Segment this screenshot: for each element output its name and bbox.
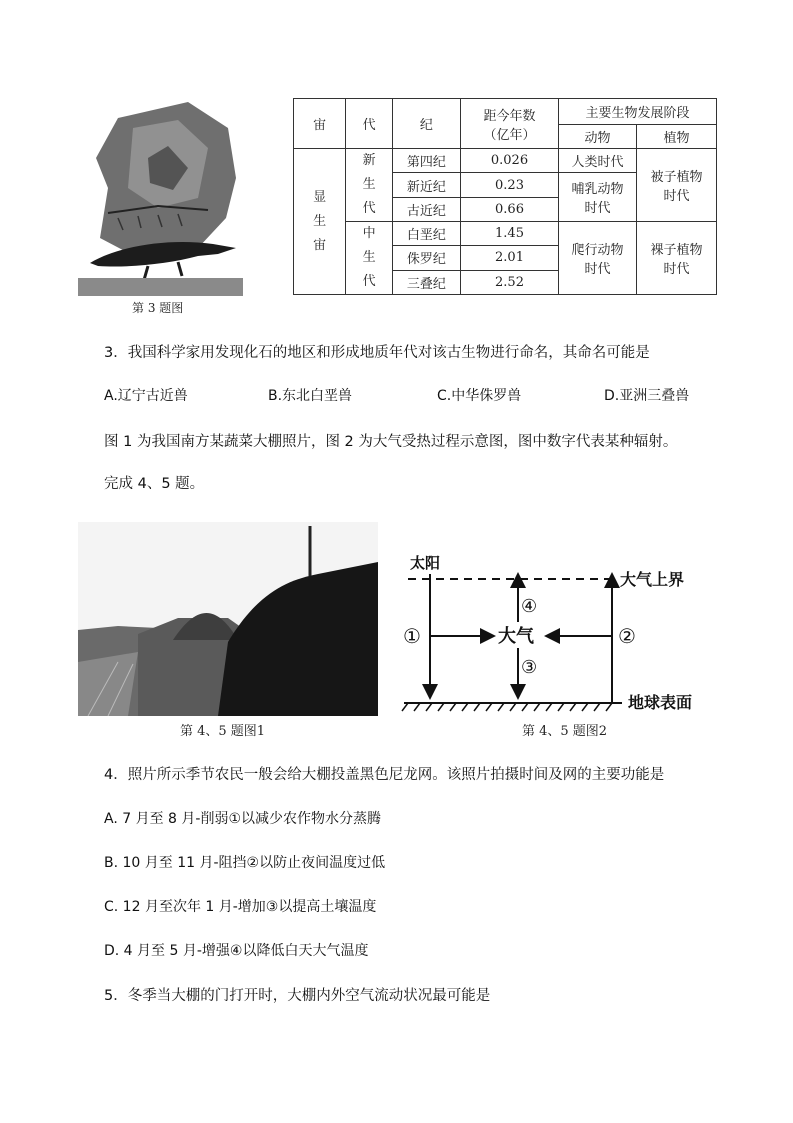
ground-label: 地球表面: [628, 693, 693, 712]
period-cell: 古近纪: [392, 198, 460, 222]
sun-label: 太阳: [410, 554, 441, 572]
fig3-caption: 第 3 题图: [132, 301, 184, 315]
q3-option-b[interactable]: B.东北白垩兽: [268, 388, 353, 404]
plant-stage-line: 时代: [663, 262, 690, 277]
fig1-caption: 第 4、5 题图1: [180, 724, 266, 739]
q4-option-a[interactable]: A. 7 月至 8 月-削弱①以减少农作物水分蒸腾: [104, 811, 381, 827]
era-cenozoic: [346, 149, 392, 222]
q4-option-d[interactable]: D. 4 月至 5 月-增强④以降低白天大气温度: [104, 943, 369, 959]
intro-line-1: 图 1 为我国南方某蔬菜大棚照片，图 2 为大气受热过程示意图，图中数字代表某种辐射。: [104, 434, 678, 450]
animal-stage-reptile: [559, 222, 637, 295]
atmosphere-top-label: 大气上界: [620, 570, 685, 589]
plant-stage-line: 裸子植物: [650, 243, 703, 258]
animal-stage-line: 时代: [584, 201, 611, 216]
header-era: 代: [346, 99, 392, 149]
plant-stage-gymnosperm: [636, 222, 716, 295]
period-cell: 新近纪: [392, 173, 460, 198]
years-cell: 0.026: [460, 149, 558, 173]
geologic-time-table: [293, 98, 717, 295]
header-eon: 宙: [294, 99, 346, 149]
q4-option-c[interactable]: C. 12 月至次年 1 月-增加③以提高土壤温度: [104, 899, 377, 915]
radiation-4-label: ④: [521, 596, 538, 617]
period-cell: 侏罗纪: [392, 246, 460, 270]
q5-stem: 5．冬季当大棚的门打开时，大棚内外空气流动状况最可能是: [104, 988, 491, 1004]
header-period: 纪: [392, 99, 460, 149]
radiation-1-label: ①: [403, 624, 421, 648]
fig2-caption: 第 4、5 题图2: [522, 724, 608, 739]
era-mesozoic: [346, 222, 392, 295]
years-cell: 2.52: [460, 270, 558, 294]
q4-stem: 4．照片所示季节农民一般会给大棚投盖黑色尼龙网。该照片拍摄时间及网的主要功能是: [104, 767, 665, 783]
plant-stage-line: 时代: [663, 189, 690, 204]
radiation-3-label: ③: [521, 657, 538, 678]
header-years: [460, 99, 558, 149]
header-animal: 动物: [559, 125, 637, 149]
years-cell: 0.66: [460, 198, 558, 222]
header-years-line1: 距今年数: [483, 108, 536, 124]
era-char: 生: [362, 250, 376, 265]
radiation-2-label: ②: [618, 624, 636, 648]
atmosphere-label: 大气: [498, 626, 534, 647]
atmospheric-heating-diagram: [398, 548, 730, 718]
years-cell: 2.01: [460, 246, 558, 270]
animal-stage-line: 时代: [584, 262, 611, 277]
era-char: 生: [362, 177, 376, 192]
period-cell: 第四纪: [392, 149, 460, 173]
q3-option-d[interactable]: D.亚洲三叠兽: [604, 388, 690, 404]
animal-stage-line: 哺乳动物: [571, 182, 624, 197]
header-years-line2: （亿年）: [483, 127, 536, 143]
animal-stage-human: 人类时代: [559, 149, 637, 173]
animal-stage-mammal: [559, 173, 637, 222]
intro-line-2: 完成 4、5 题。: [104, 476, 205, 492]
animal-stage-line: 爬行动物: [571, 243, 624, 258]
fossil-photo: [78, 98, 243, 296]
ground-hatching: [402, 703, 612, 711]
header-stage: 主要生物发展阶段: [559, 99, 717, 125]
eon-char: 生: [313, 213, 327, 229]
period-cell: 三叠纪: [392, 270, 460, 294]
era-char: 中: [362, 226, 376, 241]
era-char: 代: [362, 274, 376, 289]
greenhouse-photo: [78, 522, 378, 716]
q3-stem: 3．我国科学家用发现化石的地区和形成地质年代对该古生物进行命名，其命名可能是: [104, 345, 650, 361]
q3-option-c[interactable]: C.中华侏罗兽: [437, 388, 522, 404]
plant-stage-line: 被子植物: [650, 170, 703, 185]
header-plant: 植物: [636, 125, 716, 149]
plant-stage-angiosperm: [636, 149, 716, 222]
era-char: 代: [362, 201, 376, 216]
q3-option-a[interactable]: A.辽宁古近兽: [104, 388, 188, 404]
years-cell: 0.23: [460, 173, 558, 198]
eon-phanerozoic: [294, 149, 346, 295]
eon-char: 显: [313, 189, 327, 205]
eon-char: 宙: [313, 237, 327, 253]
period-cell: 白垩纪: [392, 222, 460, 246]
q4-option-b[interactable]: B. 10 月至 11 月-阻挡②以防止夜间温度过低: [104, 855, 386, 871]
era-char: 新: [362, 153, 376, 168]
years-cell: 1.45: [460, 222, 558, 246]
